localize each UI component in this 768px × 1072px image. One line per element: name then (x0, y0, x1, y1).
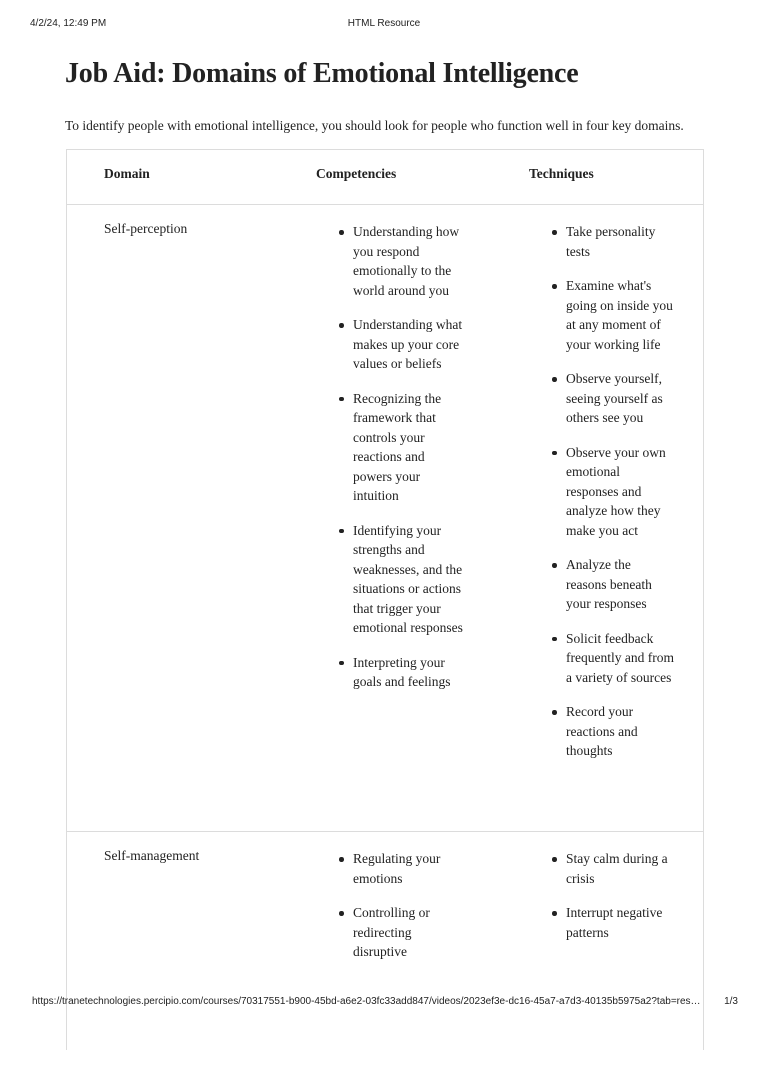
list-item: Understanding how you respond emotionally to the world around you (353, 222, 465, 300)
list-item: Understanding what makes up your core values or beliefs (353, 315, 465, 374)
page-url: https://tranetechnologies.percipio.com/courses/70317551-b900-45bd-a6e2-03fc33add847/videos/2023ef3e-dc16-45a7-a7d3-40135b5975a2?tab=res… (32, 996, 701, 1007)
header-domain: Domain (104, 166, 150, 181)
print-header (30, 18, 738, 32)
list-item: Observe your own emotional responses and analyze how they make you act (566, 443, 674, 541)
domain-cell: Self-perception (104, 221, 188, 236)
table-row-self-management (67, 832, 703, 1072)
table-header-row (67, 150, 703, 205)
domains-table (66, 149, 704, 1050)
list-item: Solicit feedback frequently and from a variety of sources (566, 629, 674, 688)
list-item: Identifying your strengths and weaknesses, and the situations or actions that trigger your emotional responses (353, 521, 465, 638)
list-item: Analyze the reasons beneath your responses (566, 555, 674, 614)
list-item: Regulating your emotions (353, 849, 465, 888)
print-doc-title: HTML Resource (347, 18, 421, 29)
list-item: Interpreting your goals and feelings (353, 653, 465, 692)
header-competencies: Competencies (316, 166, 397, 181)
list-item: Examine what's going on inside you at any moment of your working life (566, 276, 674, 354)
header-techniques: Techniques (529, 166, 594, 181)
domain-cell: Self-management (104, 848, 200, 863)
table-row-self-perception (67, 205, 703, 832)
page-number: 1/3 (724, 996, 738, 1007)
list-item: Stay calm during a crisis (566, 849, 674, 888)
competencies-list (353, 849, 465, 977)
list-item: Controlling or redirecting disruptive (353, 903, 465, 962)
list-item: Take personality tests (566, 222, 674, 261)
print-footer (32, 996, 738, 1010)
competencies-list (353, 222, 465, 707)
techniques-list (566, 222, 674, 776)
list-item: Observe yourself, seeing yourself as others see you (566, 369, 674, 428)
list-item: Recognizing the framework that controls your reactions and powers your intuition (353, 389, 465, 506)
techniques-list (566, 849, 674, 957)
list-item: Record your reactions and thoughts (566, 702, 674, 761)
list-item: Interrupt negative patterns (566, 903, 674, 942)
intro-text: To identify people with emotional intelligence, you should look for people who function well in four key domains. (65, 118, 684, 133)
print-datetime: 4/2/24, 12:49 PM (30, 18, 107, 29)
page-title: Job Aid: Domains of Emotional Intelligence (65, 58, 579, 89)
